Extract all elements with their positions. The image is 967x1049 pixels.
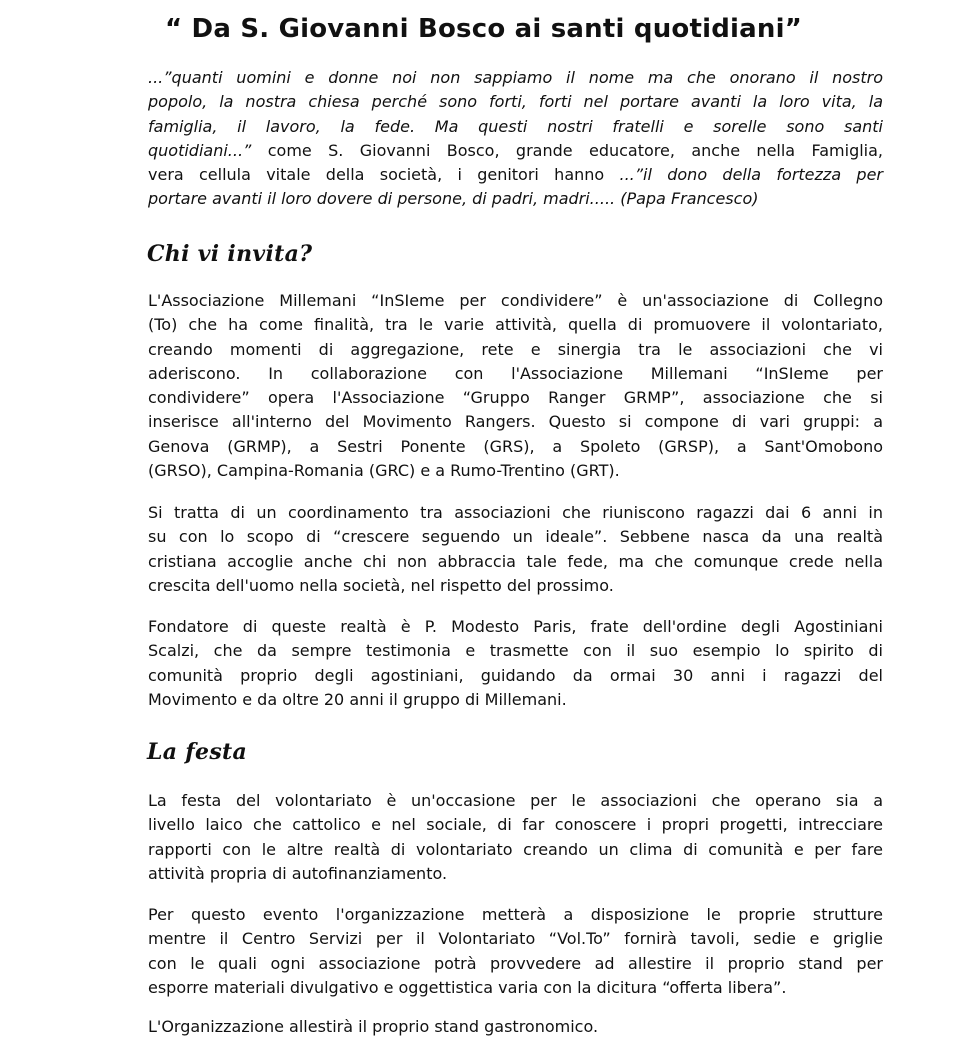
paragraph-line: Genova (GRMP), a Sestri Ponente (GRS), a Spoleto (GRSP), a Sant'Omobono (148, 436, 883, 456)
paragraph-line: su con lo scopo di “crescere seguendo un ideale”. Sebbene nasca da una realtà (148, 527, 883, 547)
quote-text: vera cellula vitale della società, i genitori hanno (148, 165, 620, 185)
quote-italic-text: famiglia, il lavoro, la fede. Ma questi nostri fratelli e sorelle sono santi (148, 116, 883, 136)
quote-italic-text: quotidiani...” (148, 140, 268, 160)
quote-line (148, 90, 883, 114)
section-heading-la-festa: La festa (147, 739, 248, 765)
paragraph-coordinamento (148, 501, 883, 598)
paragraph-line: Si tratta di un coordinamento tra associazioni che riuniscono ragazzi dai 6 anni in (148, 503, 883, 522)
paragraph-stand-gastronomico (148, 1015, 883, 1039)
paragraph-line: Fondatore di queste realtà è P. Modesto Paris, frate dell'ordine degli Agostiniani (148, 617, 883, 636)
quote-line (148, 163, 883, 187)
paragraph-line: condividere” opera l'Associazione “Gruppo Ranger GRMP”, associazione che si (148, 388, 883, 408)
paragraph-fondatore (148, 615, 883, 712)
paragraph-line: esporre materiali divulgativo e oggettistica varia con la dicitura “offerta libera”. (148, 977, 787, 997)
paragraph-line: L'Associazione Millemani “InSIeme per condividere” è un'associazione di Collegno (148, 291, 883, 310)
quote-italic-text: ...”quanti uomini e donne noi non sappiamo il nome ma che onorano il nostro (148, 68, 883, 87)
quote-line (148, 139, 883, 163)
quote-italic-text: portare avanti il loro dovere di persone, di padri, madri..... (Papa Francesco) (148, 189, 759, 209)
quote-italic-text: ...”il dono della fortezza per (619, 165, 883, 185)
paragraph-line: cristiana accoglie anche chi non abbraccia tale fede, ma che comunque crede nella (148, 551, 883, 571)
paragraph-organizzazione-strutture (148, 903, 883, 1000)
paragraph-line: La festa del volontariato è un'occasione per le associazioni che operano sia a (148, 791, 883, 810)
paragraph-line: creando momenti di aggregazione, rete e sinergia tra le associazioni che vi (148, 339, 883, 359)
paragraph-line: Movimento e da oltre 20 anni il gruppo di Millemani. (148, 689, 567, 709)
paragraph-line: crescita dell'uomo nella società, nel rispetto del prossimo. (148, 575, 614, 595)
paragraph-line: con le quali ogni associazione potrà provvedere ad allestire il proprio stand per (148, 953, 883, 973)
paragraph-line: (GRSO), Campina-Romania (GRC) e a Rumo-Trentino (GRT). (148, 461, 620, 481)
quote-italic-text: popolo, la nostra chiesa perché sono forti, forti nel portare avanti la loro vita, la (148, 92, 883, 112)
paragraph-line: attività propria di autofinanziamento. (148, 863, 448, 883)
paragraph-associazione-millemani (148, 289, 883, 483)
document-title: “ Da S. Giovanni Bosco ai santi quotidiani” (165, 14, 802, 44)
quote-line (148, 66, 883, 90)
paragraph-line: L'Organizzazione allestirà il proprio stand gastronomico. (148, 1017, 599, 1036)
quote-text: come S. Giovanni Bosco, grande educatore, anche nella Famiglia, (267, 140, 884, 160)
paragraph-line: comunità proprio degli agostiniani, guidando da ormai 30 anni i ragazzi del (148, 665, 883, 685)
section-heading-chi-vi-invita: Chi vi invita? (147, 241, 313, 267)
paragraph-line: (To) che ha come finalità, tra le varie attività, quella di promuovere il volontariato, (148, 315, 883, 335)
paragraph-line: rapporti con le altre realtà di volontariato creando un clima di comunità e per fare (148, 839, 883, 859)
paragraph-line: Scalzi, che da sempre testimonia e trasmette con il suo esempio lo spirito di (148, 641, 883, 661)
quote-line (148, 115, 883, 139)
paragraph-line: inserisce all'interno del Movimento Rangers. Questo si compone di vari gruppi: a (148, 412, 883, 432)
quote-line (148, 187, 883, 211)
paragraph-line: aderiscono. In collaborazione con l'Associazione Millemani “InSIeme per (148, 363, 883, 383)
paragraph-line: livello laico che cattolico e nel sociale, di far conoscere i propri progetti, intrecciare (148, 815, 883, 835)
papal-quote (148, 66, 883, 212)
paragraph-line: Per questo evento l'organizzazione metterà a disposizione le proprie strutture (148, 905, 883, 924)
paragraph-festa-volontariato (148, 789, 883, 886)
paragraph-line: mentre il Centro Servizi per il Volontariato “Vol.To” fornirà tavoli, sedie e griglie (148, 929, 883, 949)
